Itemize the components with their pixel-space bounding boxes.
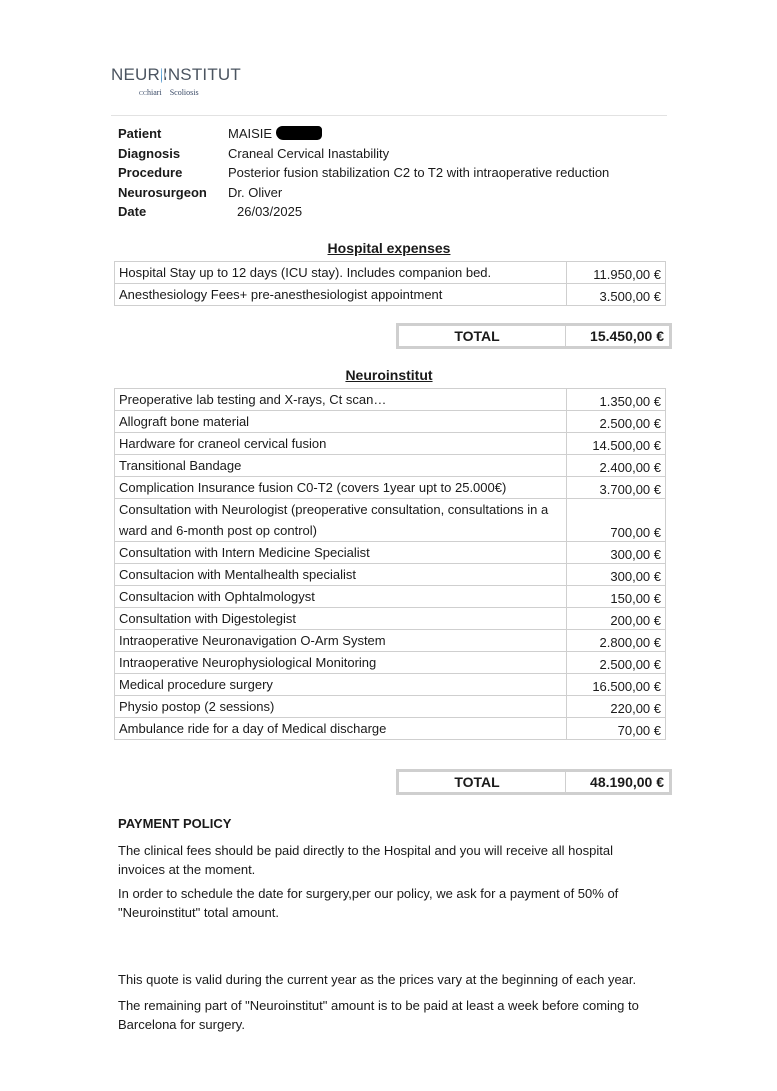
line-item-description: Intraoperative Neuronavigation O-Arm System [115,630,567,652]
logo-sub-cc: CC [139,91,148,97]
logo-subbrands [139,88,199,97]
line-item-amount: 1.350,00 € [567,389,666,411]
line-item-description: Ambulance ride for a day of Medical discharge [115,718,567,740]
line-item-description: Consultation with Digestolegist [115,608,567,630]
total-value: 15.450,00 € [590,328,664,344]
info-label: Neurosurgeon [118,184,207,200]
info-label: Patient [118,126,162,141]
hospital-expenses-total [396,323,672,349]
line-item-amount: 70,00 € [567,718,666,740]
info-value: Dr. Oliver [228,184,283,200]
line-item-description: Anesthesiology Fees+ pre-anesthesiologist appointment [115,284,567,306]
info-row-procedure [118,163,609,183]
line-item-row [115,542,666,564]
hospital-expenses-title: Hospital expenses [327,240,451,256]
neuroinstitut-logo [111,64,241,108]
line-item-row [115,630,666,652]
info-row-neurosurgeon [118,183,609,203]
line-item-amount: 2.500,00 € [567,411,666,433]
neuroinstitut-title: Neuroinstitut [345,367,433,383]
line-item-amount: 150,00 € [567,586,666,608]
logo-text-right: INSTITUT [162,65,241,84]
line-item-amount: 300,00 € [567,542,666,564]
line-item-description: Hardware for craneol cervical fusion [115,433,567,455]
remaining-payment-note: The remaining part of "Neuroinstitut" amount is to be paid at least a week before coming to Barcelona for surgery. [118,998,639,1032]
line-item-description: Medical procedure surgery [115,674,567,696]
total-value: 48.190,00 € [590,774,664,790]
info-row-diagnosis [118,144,609,164]
info-label: Diagnosis [118,145,181,161]
validity-note: This quote is valid during the current year as the prices vary at the beginning of each year. [118,972,637,987]
redaction-mark [276,126,322,140]
info-value: Craneal Cervical Inastability [228,145,390,161]
info-row-patient [118,124,609,144]
line-item-description: Intraoperative Neurophysiological Monitoring [115,652,567,674]
line-item-row [115,608,666,630]
logo-wordmark [111,64,241,86]
neuroinstitut-total [396,769,672,795]
line-item-row [115,564,666,586]
hospital-expenses-table [114,261,666,306]
logo-sub-scoliosis: Scoliosis [169,88,199,97]
line-item-amount: 2.400,00 € [567,455,666,477]
policy-paragraph: The clinical fees should be paid directly to the Hospital and you will receive all hospital invoices at the moment. [118,843,613,877]
info-value [228,124,322,144]
info-row-date [118,202,609,222]
line-item-description: Transitional Bandage [115,455,567,477]
patient-info [118,124,609,222]
info-label: Procedure [118,165,183,180]
line-item-row [115,455,666,477]
line-item-description: Complication Insurance fusion C0-T2 (covers 1year upt to 25.000€) [115,477,567,499]
line-item-amount: 2.800,00 € [567,630,666,652]
brain-globe-icon [161,68,162,83]
line-item-row [115,652,666,674]
line-item-amount: 3.700,00 € [567,477,666,499]
line-item-amount: 2.500,00 € [567,652,666,674]
line-item-row [115,674,666,696]
line-item-description: Consultacion with Ophtalmologyst [115,586,567,608]
line-item-description: Consultation with Neurologist (preoperative consultation, consultations in a ward and 6-month post op control) [115,499,567,542]
payment-policy [118,814,658,922]
line-item-description: Consultacion with Mentalhealth specialist [115,564,567,586]
line-item-row [115,284,666,306]
payment-policy-title: PAYMENT POLICY [118,816,232,831]
total-label: TOTAL [399,772,566,792]
line-item-description: Consultation with Intern Medicine Specialist [115,542,567,564]
line-item-amount: 16.500,00 € [567,674,666,696]
line-item-amount: 200,00 € [567,608,666,630]
info-value: Posterior fusion stabilization C2 to T2 with intraoperative reduction [228,165,610,180]
line-item-amount: 700,00 € [567,499,666,542]
line-item-row [115,586,666,608]
logo-sub-chiari: hiari [147,88,162,97]
line-item-row [115,411,666,433]
line-item-description: Allograft bone material [115,411,567,433]
line-item-description: Physio postop (2 sessions) [115,696,567,718]
info-label: Date [118,204,147,219]
line-item-amount: 3.500,00 € [567,284,666,306]
line-item-amount: 220,00 € [567,696,666,718]
line-item-amount: 14.500,00 € [567,433,666,455]
line-item-amount: 300,00 € [567,564,666,586]
neuroinstitut-table [114,388,666,740]
policy-paragraph: In order to schedule the date for surgery,per our policy, we ask for a payment of 50% of "Neuroinstitut" total amount. [118,886,619,920]
line-item-row [115,262,666,284]
header-divider [111,115,667,116]
logo-text-left: NEUR [111,65,160,84]
line-item-row [115,389,666,411]
line-item-amount: 11.950,00 € [567,262,666,284]
total-label: TOTAL [399,326,566,346]
line-item-description: Preoperative lab testing and X-rays, Ct scan… [115,389,567,411]
line-item-description: Hospital Stay up to 12 days (ICU stay). Includes companion bed. [115,262,567,284]
line-item-row [115,433,666,455]
line-item-row [115,477,666,499]
line-item-row [115,696,666,718]
line-item-row [115,718,666,740]
quote-notes [118,970,658,1034]
line-item-row [115,499,666,542]
info-value: 26/03/2025 [237,204,303,219]
patient-name: MAISIE [228,126,273,141]
